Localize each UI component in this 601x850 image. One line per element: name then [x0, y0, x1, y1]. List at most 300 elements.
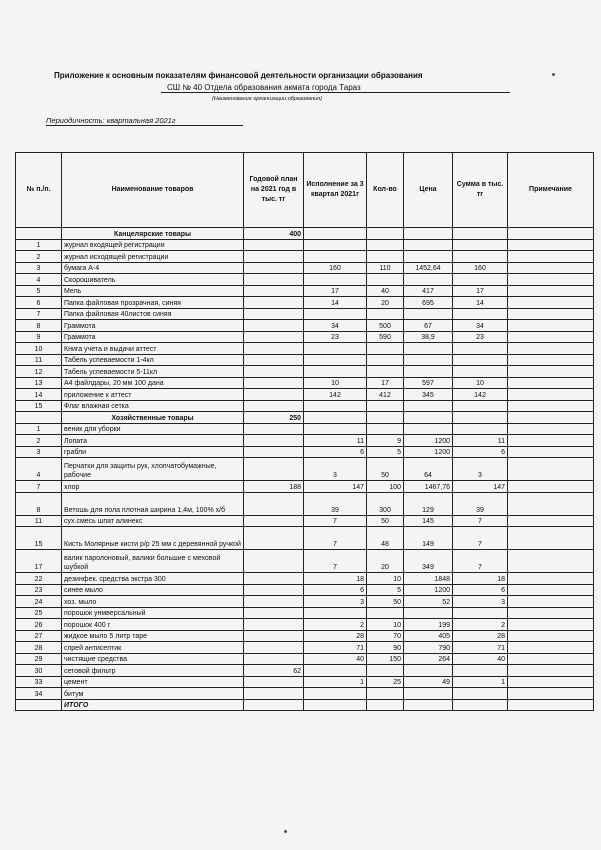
cell-num: 8	[16, 492, 62, 515]
cell-note	[508, 676, 594, 688]
cell-exec: 2	[304, 619, 367, 631]
periodicity: Периодичность: квартальная 2021г	[46, 116, 243, 126]
cell-plan	[244, 274, 304, 286]
cell-exec: 6	[304, 446, 367, 458]
cell-plan	[244, 573, 304, 585]
cell-price: 38,9	[404, 331, 453, 343]
cell-price	[404, 308, 453, 320]
cell-price	[404, 400, 453, 412]
cell-price: 1848	[404, 573, 453, 585]
cell-num: 11	[16, 515, 62, 527]
table-row	[16, 354, 594, 366]
cell-note	[508, 446, 594, 458]
cell-sum	[453, 274, 508, 286]
cell-sum	[453, 239, 508, 251]
cell-price	[404, 228, 453, 240]
cell-price	[404, 699, 453, 711]
cell-plan	[244, 389, 304, 401]
cell-qty: 25	[367, 676, 404, 688]
organization-name: СШ № 40 Отдела образования акмата города Тараз	[161, 83, 510, 93]
cell-qty: 9	[367, 435, 404, 447]
table-row	[16, 619, 594, 631]
cell-exec	[304, 354, 367, 366]
cell-exec: 14	[304, 297, 367, 309]
cell-name: приложение к аттест	[62, 389, 244, 401]
cell-qty	[367, 308, 404, 320]
cell-plan	[244, 297, 304, 309]
cell-num: 30	[16, 665, 62, 677]
cell-sum: 7	[453, 550, 508, 573]
cell-note	[508, 412, 594, 424]
cell-sum	[453, 354, 508, 366]
cell-note	[508, 354, 594, 366]
cell-qty: 90	[367, 642, 404, 654]
cell-name: Флаг влажная сетка	[62, 400, 244, 412]
cell-plan	[244, 354, 304, 366]
cell-price	[404, 665, 453, 677]
cell-qty: 50	[367, 458, 404, 481]
col-num-header: № п./п.	[16, 153, 62, 228]
cell-note	[508, 619, 594, 631]
cell-qty	[367, 274, 404, 286]
cell-plan	[244, 584, 304, 596]
cell-num: 4	[16, 458, 62, 481]
cell-name: битум	[62, 688, 244, 700]
cell-qty: 590	[367, 331, 404, 343]
cell-note	[508, 274, 594, 286]
cell-name: Папка файловая 40листов синяя	[62, 308, 244, 320]
cell-name: чистящие средства	[62, 653, 244, 665]
table-row	[16, 630, 594, 642]
cell-price	[404, 423, 453, 435]
cell-num: 11	[16, 354, 62, 366]
cell-exec: 160	[304, 262, 367, 274]
cell-qty	[367, 688, 404, 700]
table-row	[16, 389, 594, 401]
cell-note	[508, 665, 594, 677]
cell-name: Граммота	[62, 320, 244, 332]
cell-note	[508, 492, 594, 515]
cell-name: хлор	[62, 481, 244, 493]
cell-plan	[244, 251, 304, 263]
cell-qty	[367, 400, 404, 412]
section-row	[16, 228, 594, 240]
cell-qty: 500	[367, 320, 404, 332]
cell-note	[508, 573, 594, 585]
cell-note	[508, 435, 594, 447]
cell-name: Мель	[62, 285, 244, 297]
cell-exec: 10	[304, 377, 367, 389]
cell-sum	[453, 665, 508, 677]
cell-name: Граммота	[62, 331, 244, 343]
cell-plan	[244, 285, 304, 297]
cell-name: порошок 400 г	[62, 619, 244, 631]
cell-price	[404, 607, 453, 619]
cell-exec: 1	[304, 676, 367, 688]
cell-note	[508, 688, 594, 700]
cell-name: валик паролоновый, валики большие с меховой шубкой	[62, 550, 244, 573]
cell-sum: 7	[453, 515, 508, 527]
cell-sum	[453, 228, 508, 240]
cell-qty	[367, 366, 404, 378]
cell-name: Скорошиватель	[62, 274, 244, 286]
cell-num: 12	[16, 366, 62, 378]
cell-price: 129	[404, 492, 453, 515]
cell-num: 4	[16, 274, 62, 286]
cell-plan: 400	[244, 228, 304, 240]
table-row	[16, 688, 594, 700]
cell-note	[508, 320, 594, 332]
cell-exec	[304, 251, 367, 263]
cell-price: 52	[404, 596, 453, 608]
cell-sum: 14	[453, 297, 508, 309]
cell-plan	[244, 630, 304, 642]
cell-price: 349	[404, 550, 453, 573]
cell-qty: 5	[367, 584, 404, 596]
cell-price	[404, 412, 453, 424]
cell-name: бумага А-4	[62, 262, 244, 274]
cell-exec	[304, 665, 367, 677]
cell-exec	[304, 607, 367, 619]
table-row	[16, 515, 594, 527]
table-row	[16, 274, 594, 286]
col-price-header: Цена	[404, 153, 453, 228]
cell-qty: 50	[367, 596, 404, 608]
cell-plan	[244, 527, 304, 550]
cell-num: 34	[16, 688, 62, 700]
cell-sum	[453, 699, 508, 711]
cell-plan	[244, 688, 304, 700]
cell-qty	[367, 699, 404, 711]
table-row	[16, 262, 594, 274]
cell-num: 28	[16, 642, 62, 654]
cell-exec: 23	[304, 331, 367, 343]
cell-name: Ветошь для пола плотная ширина 1,4м, 100% х/б	[62, 492, 244, 515]
cell-sum	[453, 412, 508, 424]
cell-plan	[244, 331, 304, 343]
cell-name: А4 файлдары, 20 мм 100 дана	[62, 377, 244, 389]
cell-qty: 17	[367, 377, 404, 389]
cell-exec	[304, 688, 367, 700]
cell-sum: 40	[453, 653, 508, 665]
cell-plan: 62	[244, 665, 304, 677]
cell-sum: 1	[453, 676, 508, 688]
cell-price: 1452,64	[404, 262, 453, 274]
cell-exec: 39	[304, 492, 367, 515]
cell-exec: 3	[304, 458, 367, 481]
cell-sum: 3	[453, 458, 508, 481]
cell-exec: 147	[304, 481, 367, 493]
cell-name: грабли	[62, 446, 244, 458]
cell-qty	[367, 665, 404, 677]
cell-note	[508, 653, 594, 665]
cell-qty	[367, 239, 404, 251]
cell-price	[404, 343, 453, 355]
cell-name: дезинфек. средства экстра 300	[62, 573, 244, 585]
total-row	[16, 699, 594, 711]
cell-note	[508, 642, 594, 654]
cell-note	[508, 550, 594, 573]
cell-sum	[453, 251, 508, 263]
table-row	[16, 573, 594, 585]
cell-plan: 188	[244, 481, 304, 493]
cell-price: 1200	[404, 584, 453, 596]
document-title: Приложение к основным показателям финансовой деятельности организации образования	[54, 71, 423, 80]
cell-plan	[244, 699, 304, 711]
cell-price: 64	[404, 458, 453, 481]
cell-qty: 50	[367, 515, 404, 527]
cell-num: 2	[16, 435, 62, 447]
cell-exec: 40	[304, 653, 367, 665]
cell-name: хоз. мыло	[62, 596, 244, 608]
cell-exec: 7	[304, 550, 367, 573]
cell-qty	[367, 354, 404, 366]
cell-num: 1	[16, 423, 62, 435]
cell-sum: 6	[453, 584, 508, 596]
cell-num: 5	[16, 285, 62, 297]
table-row	[16, 435, 594, 447]
cell-plan	[244, 642, 304, 654]
cell-sum: 7	[453, 527, 508, 550]
goods-table	[15, 152, 594, 711]
cell-name: Книга учета и выдачи аттест	[62, 343, 244, 355]
cell-note	[508, 423, 594, 435]
cell-note	[508, 400, 594, 412]
cell-name: журнал входящей регистрации	[62, 239, 244, 251]
cell-plan	[244, 607, 304, 619]
table-row	[16, 596, 594, 608]
cell-num: 25	[16, 607, 62, 619]
cell-plan	[244, 239, 304, 251]
cell-num: 23	[16, 584, 62, 596]
cell-exec	[304, 366, 367, 378]
cell-note	[508, 515, 594, 527]
cell-name: Перчатки для защиты рук, хлопчатобумажные, рабочие	[62, 458, 244, 481]
section-row	[16, 412, 594, 424]
cell-plan	[244, 619, 304, 631]
table-row	[16, 642, 594, 654]
cell-num: 1	[16, 239, 62, 251]
col-sum-header: Сумма в тыс. тг	[453, 153, 508, 228]
table-row	[16, 331, 594, 343]
cell-name: ИТОГО	[62, 699, 244, 711]
cell-price	[404, 688, 453, 700]
cell-num: 22	[16, 573, 62, 585]
table-row	[16, 584, 594, 596]
cell-num: 26	[16, 619, 62, 631]
cell-note	[508, 297, 594, 309]
cell-qty: 20	[367, 550, 404, 573]
cell-plan	[244, 377, 304, 389]
cell-qty: 48	[367, 527, 404, 550]
cell-name: цемент	[62, 676, 244, 688]
cell-exec: 17	[304, 285, 367, 297]
cell-exec: 142	[304, 389, 367, 401]
cell-exec	[304, 423, 367, 435]
cell-num: 7	[16, 308, 62, 320]
cell-price: 345	[404, 389, 453, 401]
cell-qty: 10	[367, 573, 404, 585]
col-exec-header: Исполнение за 3 квартал 2021г	[304, 153, 367, 228]
cell-price: 1467,76	[404, 481, 453, 493]
cell-plan	[244, 596, 304, 608]
cell-exec: 28	[304, 630, 367, 642]
cell-name: Папка файловая прозрачная, синяя	[62, 297, 244, 309]
cell-sum	[453, 366, 508, 378]
cell-exec	[304, 274, 367, 286]
cell-sum	[453, 688, 508, 700]
cell-num: 33	[16, 676, 62, 688]
cell-qty	[367, 228, 404, 240]
cell-sum	[453, 607, 508, 619]
cell-num: 6	[16, 297, 62, 309]
cell-price: 149	[404, 527, 453, 550]
cell-qty	[367, 423, 404, 435]
table-row	[16, 239, 594, 251]
col-note-header: Примечание	[508, 153, 594, 228]
table-row	[16, 423, 594, 435]
cell-name: Кисть Молярные кисти р/р 25 мм с деревянной ручкой	[62, 527, 244, 550]
cell-exec: 7	[304, 515, 367, 527]
cell-note	[508, 343, 594, 355]
cell-price	[404, 274, 453, 286]
cell-num: 15	[16, 400, 62, 412]
cell-plan	[244, 423, 304, 435]
cell-num: 10	[16, 343, 62, 355]
cell-exec	[304, 228, 367, 240]
cell-num: 15	[16, 527, 62, 550]
cell-sum: 142	[453, 389, 508, 401]
cell-price	[404, 251, 453, 263]
cell-exec: 11	[304, 435, 367, 447]
cell-num: 7	[16, 481, 62, 493]
table-row	[16, 377, 594, 389]
cell-sum: 2	[453, 619, 508, 631]
cell-num: 9	[16, 331, 62, 343]
cell-plan	[244, 446, 304, 458]
cell-qty	[367, 607, 404, 619]
cell-num: 17	[16, 550, 62, 573]
cell-qty: 20	[367, 297, 404, 309]
cell-note	[508, 285, 594, 297]
cell-note	[508, 262, 594, 274]
cell-price	[404, 366, 453, 378]
cell-qty: 300	[367, 492, 404, 515]
cell-price: 405	[404, 630, 453, 642]
cell-plan	[244, 550, 304, 573]
cell-exec	[304, 343, 367, 355]
cell-qty: 100	[367, 481, 404, 493]
cell-plan	[244, 458, 304, 481]
cell-name: Хозяйственные товары	[62, 412, 244, 424]
table-row	[16, 366, 594, 378]
cell-exec: 7	[304, 527, 367, 550]
organization-note: (Наименование организации образования)	[212, 96, 322, 102]
table-row	[16, 550, 594, 573]
cell-qty: 5	[367, 446, 404, 458]
cell-name: Лопата	[62, 435, 244, 447]
cell-sum: 18	[453, 573, 508, 585]
table-row	[16, 676, 594, 688]
cell-exec	[304, 239, 367, 251]
cell-price: 1200	[404, 435, 453, 447]
table-row	[16, 458, 594, 481]
table-row	[16, 481, 594, 493]
cell-note	[508, 481, 594, 493]
cell-exec	[304, 308, 367, 320]
cell-sum	[453, 343, 508, 355]
cell-note	[508, 251, 594, 263]
scan-speck	[284, 830, 287, 833]
cell-note	[508, 699, 594, 711]
cell-name: жидкое мыло 5 литр таре	[62, 630, 244, 642]
cell-exec	[304, 699, 367, 711]
cell-num: 3	[16, 446, 62, 458]
cell-sum: 17	[453, 285, 508, 297]
cell-plan	[244, 400, 304, 412]
cell-qty: 150	[367, 653, 404, 665]
cell-num: 8	[16, 320, 62, 332]
cell-exec: 6	[304, 584, 367, 596]
table-header	[16, 153, 594, 228]
cell-name: сух.смесь шпат алинекс	[62, 515, 244, 527]
cell-sum: 71	[453, 642, 508, 654]
cell-num: 2	[16, 251, 62, 263]
cell-name: веник для уборки	[62, 423, 244, 435]
scan-speck	[552, 73, 555, 76]
cell-price: 199	[404, 619, 453, 631]
cell-price: 145	[404, 515, 453, 527]
cell-exec	[304, 400, 367, 412]
table-row	[16, 308, 594, 320]
cell-sum: 10	[453, 377, 508, 389]
cell-note	[508, 228, 594, 240]
table-row	[16, 492, 594, 515]
table-row	[16, 665, 594, 677]
cell-sum	[453, 423, 508, 435]
cell-qty: 110	[367, 262, 404, 274]
cell-qty: 40	[367, 285, 404, 297]
cell-sum: 23	[453, 331, 508, 343]
cell-note	[508, 596, 594, 608]
cell-plan	[244, 366, 304, 378]
cell-name: синее мыло	[62, 584, 244, 596]
cell-exec: 71	[304, 642, 367, 654]
cell-plan	[244, 435, 304, 447]
table-row	[16, 343, 594, 355]
cell-exec: 34	[304, 320, 367, 332]
cell-note	[508, 239, 594, 251]
table-row	[16, 607, 594, 619]
cell-plan	[244, 262, 304, 274]
cell-qty	[367, 412, 404, 424]
cell-num	[16, 228, 62, 240]
table-row	[16, 653, 594, 665]
cell-name: спрей антисептик	[62, 642, 244, 654]
cell-num: 14	[16, 389, 62, 401]
cell-sum	[453, 400, 508, 412]
cell-price	[404, 354, 453, 366]
cell-exec: 18	[304, 573, 367, 585]
cell-price: 417	[404, 285, 453, 297]
col-plan-header: Годовой план на 2021 год в тыс. тг	[244, 153, 304, 228]
cell-num: 27	[16, 630, 62, 642]
cell-price: 1200	[404, 446, 453, 458]
cell-qty	[367, 251, 404, 263]
cell-plan	[244, 343, 304, 355]
cell-plan: 250	[244, 412, 304, 424]
cell-price: 67	[404, 320, 453, 332]
